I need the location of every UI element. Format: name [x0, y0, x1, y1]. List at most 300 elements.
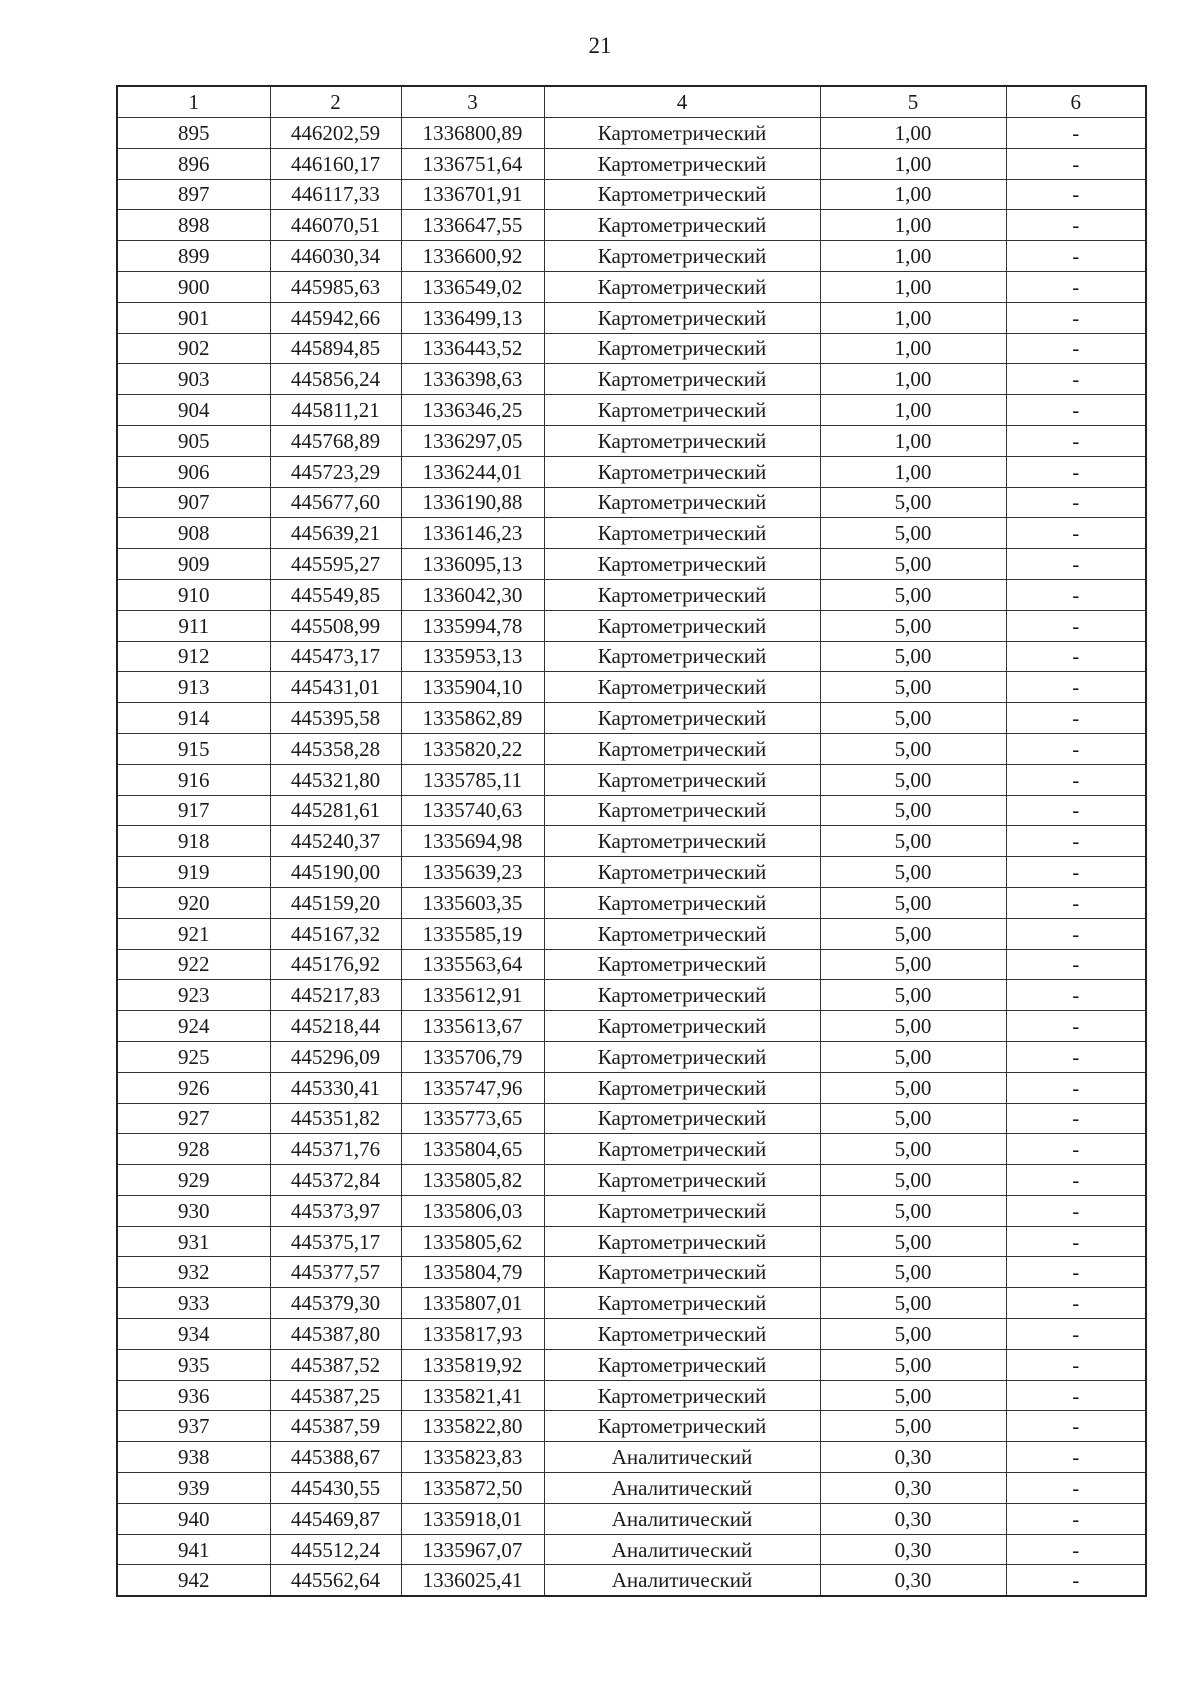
- point-number-cell: 938: [117, 1442, 270, 1473]
- accuracy-cell: 5,00: [820, 918, 1006, 949]
- table-row: [117, 395, 1146, 426]
- description-cell: -: [1006, 610, 1146, 641]
- x-coordinate-cell: 445387,25: [270, 1380, 401, 1411]
- y-coordinate-cell: 1336600,92: [401, 241, 544, 272]
- table-row: [117, 302, 1146, 333]
- table-row: [117, 1565, 1146, 1596]
- column-header: 2: [270, 86, 401, 118]
- method-cell: Картометрический: [544, 549, 820, 580]
- accuracy-cell: 0,30: [820, 1565, 1006, 1596]
- y-coordinate-cell: 1335807,01: [401, 1288, 544, 1319]
- method-cell: Картометрический: [544, 1072, 820, 1103]
- accuracy-cell: 1,00: [820, 118, 1006, 149]
- method-cell: Картометрический: [544, 148, 820, 179]
- method-cell: Картометрический: [544, 1103, 820, 1134]
- y-coordinate-cell: 1335953,13: [401, 641, 544, 672]
- description-cell: -: [1006, 148, 1146, 179]
- description-cell: -: [1006, 1442, 1146, 1473]
- y-coordinate-cell: 1335612,91: [401, 980, 544, 1011]
- point-number-cell: 923: [117, 980, 270, 1011]
- method-cell: Картометрический: [544, 1134, 820, 1165]
- table-row: [117, 980, 1146, 1011]
- table-row: [117, 1257, 1146, 1288]
- accuracy-cell: 0,30: [820, 1442, 1006, 1473]
- point-number-cell: 932: [117, 1257, 270, 1288]
- y-coordinate-cell: 1336297,05: [401, 425, 544, 456]
- point-number-cell: 915: [117, 733, 270, 764]
- accuracy-cell: 5,00: [820, 518, 1006, 549]
- x-coordinate-cell: 445430,55: [270, 1473, 401, 1504]
- table-row: [117, 241, 1146, 272]
- method-cell: Картометрический: [544, 641, 820, 672]
- method-cell: Картометрический: [544, 826, 820, 857]
- method-cell: Картометрический: [544, 1380, 820, 1411]
- y-coordinate-cell: 1336190,88: [401, 487, 544, 518]
- point-number-cell: 913: [117, 672, 270, 703]
- y-coordinate-cell: 1336800,89: [401, 118, 544, 149]
- table-row: [117, 672, 1146, 703]
- x-coordinate-cell: 445512,24: [270, 1534, 401, 1565]
- table-row: [117, 210, 1146, 241]
- description-cell: -: [1006, 487, 1146, 518]
- point-number-cell: 922: [117, 949, 270, 980]
- method-cell: Картометрический: [544, 302, 820, 333]
- x-coordinate-cell: 445431,01: [270, 672, 401, 703]
- y-coordinate-cell: 1336244,01: [401, 456, 544, 487]
- y-coordinate-cell: 1335994,78: [401, 610, 544, 641]
- y-coordinate-cell: 1336042,30: [401, 579, 544, 610]
- accuracy-cell: 1,00: [820, 425, 1006, 456]
- table-row: [117, 118, 1146, 149]
- table-row: [117, 1165, 1146, 1196]
- table-row: [117, 1380, 1146, 1411]
- table-header-row: [117, 86, 1146, 118]
- description-cell: -: [1006, 1103, 1146, 1134]
- x-coordinate-cell: 445358,28: [270, 733, 401, 764]
- point-number-cell: 920: [117, 887, 270, 918]
- description-cell: -: [1006, 1534, 1146, 1565]
- y-coordinate-cell: 1335706,79: [401, 1041, 544, 1072]
- point-number-cell: 940: [117, 1503, 270, 1534]
- x-coordinate-cell: 445372,84: [270, 1165, 401, 1196]
- description-cell: -: [1006, 1041, 1146, 1072]
- coordinates-table: [116, 85, 1147, 1597]
- table-body: [117, 118, 1146, 1597]
- y-coordinate-cell: 1336095,13: [401, 549, 544, 580]
- table-row: [117, 1103, 1146, 1134]
- method-cell: Картометрический: [544, 1011, 820, 1042]
- point-number-cell: 942: [117, 1565, 270, 1596]
- x-coordinate-cell: 446160,17: [270, 148, 401, 179]
- description-cell: -: [1006, 210, 1146, 241]
- y-coordinate-cell: 1335821,41: [401, 1380, 544, 1411]
- point-number-cell: 905: [117, 425, 270, 456]
- method-cell: Картометрический: [544, 764, 820, 795]
- point-number-cell: 898: [117, 210, 270, 241]
- table-row: [117, 887, 1146, 918]
- accuracy-cell: 5,00: [820, 1103, 1006, 1134]
- x-coordinate-cell: 445469,87: [270, 1503, 401, 1534]
- x-coordinate-cell: 445677,60: [270, 487, 401, 518]
- point-number-cell: 941: [117, 1534, 270, 1565]
- y-coordinate-cell: 1335817,93: [401, 1319, 544, 1350]
- y-coordinate-cell: 1336751,64: [401, 148, 544, 179]
- method-cell: Картометрический: [544, 1257, 820, 1288]
- method-cell: Картометрический: [544, 672, 820, 703]
- method-cell: Картометрический: [544, 733, 820, 764]
- x-coordinate-cell: 445379,30: [270, 1288, 401, 1319]
- point-number-cell: 901: [117, 302, 270, 333]
- table-row: [117, 549, 1146, 580]
- x-coordinate-cell: 445296,09: [270, 1041, 401, 1072]
- method-cell: Картометрический: [544, 1411, 820, 1442]
- x-coordinate-cell: 445321,80: [270, 764, 401, 795]
- method-cell: Картометрический: [544, 703, 820, 734]
- x-coordinate-cell: 445508,99: [270, 610, 401, 641]
- method-cell: Картометрический: [544, 887, 820, 918]
- description-cell: -: [1006, 641, 1146, 672]
- x-coordinate-cell: 446117,33: [270, 179, 401, 210]
- table-row: [117, 1041, 1146, 1072]
- x-coordinate-cell: 445723,29: [270, 456, 401, 487]
- accuracy-cell: 5,00: [820, 703, 1006, 734]
- description-cell: -: [1006, 857, 1146, 888]
- accuracy-cell: 5,00: [820, 579, 1006, 610]
- method-cell: Картометрический: [544, 241, 820, 272]
- method-cell: Картометрический: [544, 395, 820, 426]
- point-number-cell: 909: [117, 549, 270, 580]
- table-row: [117, 1288, 1146, 1319]
- accuracy-cell: 1,00: [820, 148, 1006, 179]
- accuracy-cell: 5,00: [820, 549, 1006, 580]
- accuracy-cell: 5,00: [820, 1257, 1006, 1288]
- point-number-cell: 934: [117, 1319, 270, 1350]
- description-cell: -: [1006, 887, 1146, 918]
- x-coordinate-cell: 446202,59: [270, 118, 401, 149]
- y-coordinate-cell: 1336146,23: [401, 518, 544, 549]
- accuracy-cell: 1,00: [820, 364, 1006, 395]
- y-coordinate-cell: 1335820,22: [401, 733, 544, 764]
- point-number-cell: 926: [117, 1072, 270, 1103]
- y-coordinate-cell: 1335805,62: [401, 1226, 544, 1257]
- x-coordinate-cell: 445473,17: [270, 641, 401, 672]
- table-row: [117, 1226, 1146, 1257]
- method-cell: Картометрический: [544, 1319, 820, 1350]
- point-number-cell: 903: [117, 364, 270, 395]
- table-row: [117, 1134, 1146, 1165]
- x-coordinate-cell: 445388,67: [270, 1442, 401, 1473]
- table-row: [117, 1072, 1146, 1103]
- method-cell: Картометрический: [544, 271, 820, 302]
- table-row: [117, 487, 1146, 518]
- point-number-cell: 939: [117, 1473, 270, 1504]
- table-row: [117, 703, 1146, 734]
- point-number-cell: 935: [117, 1349, 270, 1380]
- description-cell: -: [1006, 364, 1146, 395]
- accuracy-cell: 1,00: [820, 241, 1006, 272]
- description-cell: -: [1006, 456, 1146, 487]
- y-coordinate-cell: 1335918,01: [401, 1503, 544, 1534]
- table-row: [117, 764, 1146, 795]
- description-cell: -: [1006, 579, 1146, 610]
- column-header: 5: [820, 86, 1006, 118]
- description-cell: -: [1006, 733, 1146, 764]
- x-coordinate-cell: 445159,20: [270, 887, 401, 918]
- x-coordinate-cell: 445856,24: [270, 364, 401, 395]
- description-cell: -: [1006, 1195, 1146, 1226]
- x-coordinate-cell: 446030,34: [270, 241, 401, 272]
- point-number-cell: 917: [117, 795, 270, 826]
- point-number-cell: 924: [117, 1011, 270, 1042]
- description-cell: -: [1006, 118, 1146, 149]
- x-coordinate-cell: 445562,64: [270, 1565, 401, 1596]
- method-cell: Картометрический: [544, 1288, 820, 1319]
- method-cell: Картометрический: [544, 456, 820, 487]
- point-number-cell: 937: [117, 1411, 270, 1442]
- table-row: [117, 1195, 1146, 1226]
- description-cell: -: [1006, 703, 1146, 734]
- accuracy-cell: 0,30: [820, 1473, 1006, 1504]
- table-row: [117, 1411, 1146, 1442]
- accuracy-cell: 1,00: [820, 302, 1006, 333]
- description-cell: -: [1006, 271, 1146, 302]
- method-cell: Аналитический: [544, 1473, 820, 1504]
- y-coordinate-cell: 1336025,41: [401, 1565, 544, 1596]
- accuracy-cell: 5,00: [820, 949, 1006, 980]
- y-coordinate-cell: 1335639,23: [401, 857, 544, 888]
- table-row: [117, 579, 1146, 610]
- point-number-cell: 916: [117, 764, 270, 795]
- y-coordinate-cell: 1336499,13: [401, 302, 544, 333]
- accuracy-cell: 5,00: [820, 1226, 1006, 1257]
- description-cell: -: [1006, 795, 1146, 826]
- table-row: [117, 456, 1146, 487]
- y-coordinate-cell: 1336647,55: [401, 210, 544, 241]
- description-cell: -: [1006, 1165, 1146, 1196]
- point-number-cell: 919: [117, 857, 270, 888]
- accuracy-cell: 5,00: [820, 887, 1006, 918]
- table-row: [117, 1503, 1146, 1534]
- description-cell: -: [1006, 1257, 1146, 1288]
- accuracy-cell: 0,30: [820, 1503, 1006, 1534]
- description-cell: -: [1006, 949, 1146, 980]
- table-row: [117, 179, 1146, 210]
- accuracy-cell: 5,00: [820, 826, 1006, 857]
- accuracy-cell: 5,00: [820, 980, 1006, 1011]
- description-cell: -: [1006, 826, 1146, 857]
- y-coordinate-cell: 1335747,96: [401, 1072, 544, 1103]
- accuracy-cell: 5,00: [820, 1349, 1006, 1380]
- x-coordinate-cell: 445217,83: [270, 980, 401, 1011]
- table-row: [117, 148, 1146, 179]
- y-coordinate-cell: 1335862,89: [401, 703, 544, 734]
- table-row: [117, 1349, 1146, 1380]
- x-coordinate-cell: 446070,51: [270, 210, 401, 241]
- y-coordinate-cell: 1335805,82: [401, 1165, 544, 1196]
- table-row: [117, 518, 1146, 549]
- description-cell: -: [1006, 1473, 1146, 1504]
- description-cell: -: [1006, 1565, 1146, 1596]
- point-number-cell: 929: [117, 1165, 270, 1196]
- x-coordinate-cell: 445240,37: [270, 826, 401, 857]
- table-row: [117, 826, 1146, 857]
- accuracy-cell: 1,00: [820, 333, 1006, 364]
- method-cell: Картометрический: [544, 333, 820, 364]
- method-cell: Картометрический: [544, 518, 820, 549]
- accuracy-cell: 5,00: [820, 610, 1006, 641]
- description-cell: -: [1006, 1134, 1146, 1165]
- method-cell: Картометрический: [544, 579, 820, 610]
- column-header: 3: [401, 86, 544, 118]
- accuracy-cell: 5,00: [820, 1195, 1006, 1226]
- point-number-cell: 933: [117, 1288, 270, 1319]
- point-number-cell: 906: [117, 456, 270, 487]
- x-coordinate-cell: 445894,85: [270, 333, 401, 364]
- point-number-cell: 927: [117, 1103, 270, 1134]
- description-cell: -: [1006, 395, 1146, 426]
- accuracy-cell: 5,00: [820, 1411, 1006, 1442]
- accuracy-cell: 5,00: [820, 733, 1006, 764]
- description-cell: -: [1006, 1503, 1146, 1534]
- accuracy-cell: 5,00: [820, 795, 1006, 826]
- method-cell: Картометрический: [544, 210, 820, 241]
- column-header: 1: [117, 86, 270, 118]
- point-number-cell: 931: [117, 1226, 270, 1257]
- accuracy-cell: 5,00: [820, 1041, 1006, 1072]
- point-number-cell: 910: [117, 579, 270, 610]
- method-cell: Картометрический: [544, 1349, 820, 1380]
- x-coordinate-cell: 445942,66: [270, 302, 401, 333]
- y-coordinate-cell: 1335806,03: [401, 1195, 544, 1226]
- point-number-cell: 900: [117, 271, 270, 302]
- accuracy-cell: 5,00: [820, 1072, 1006, 1103]
- description-cell: -: [1006, 1349, 1146, 1380]
- x-coordinate-cell: 445351,82: [270, 1103, 401, 1134]
- y-coordinate-cell: 1336443,52: [401, 333, 544, 364]
- table-row: [117, 733, 1146, 764]
- accuracy-cell: 5,00: [820, 1380, 1006, 1411]
- table-row: [117, 1534, 1146, 1565]
- x-coordinate-cell: 445387,52: [270, 1349, 401, 1380]
- method-cell: Картометрический: [544, 795, 820, 826]
- x-coordinate-cell: 445811,21: [270, 395, 401, 426]
- method-cell: Аналитический: [544, 1565, 820, 1596]
- y-coordinate-cell: 1335613,67: [401, 1011, 544, 1042]
- point-number-cell: 914: [117, 703, 270, 734]
- x-coordinate-cell: 445373,97: [270, 1195, 401, 1226]
- accuracy-cell: 5,00: [820, 487, 1006, 518]
- method-cell: Аналитический: [544, 1503, 820, 1534]
- y-coordinate-cell: 1335603,35: [401, 887, 544, 918]
- x-coordinate-cell: 445167,32: [270, 918, 401, 949]
- accuracy-cell: 5,00: [820, 1165, 1006, 1196]
- y-coordinate-cell: 1335819,92: [401, 1349, 544, 1380]
- accuracy-cell: 5,00: [820, 1319, 1006, 1350]
- x-coordinate-cell: 445395,58: [270, 703, 401, 734]
- y-coordinate-cell: 1335585,19: [401, 918, 544, 949]
- y-coordinate-cell: 1335872,50: [401, 1473, 544, 1504]
- accuracy-cell: 5,00: [820, 764, 1006, 795]
- point-number-cell: 936: [117, 1380, 270, 1411]
- method-cell: Картометрический: [544, 1195, 820, 1226]
- point-number-cell: 930: [117, 1195, 270, 1226]
- page-number: 21: [588, 33, 612, 58]
- x-coordinate-cell: 445377,57: [270, 1257, 401, 1288]
- table-row: [117, 1442, 1146, 1473]
- description-cell: -: [1006, 549, 1146, 580]
- table-row: [117, 1011, 1146, 1042]
- table-row: [117, 918, 1146, 949]
- y-coordinate-cell: 1335967,07: [401, 1534, 544, 1565]
- y-coordinate-cell: 1336346,25: [401, 395, 544, 426]
- table-row: [117, 364, 1146, 395]
- point-number-cell: 904: [117, 395, 270, 426]
- description-cell: -: [1006, 333, 1146, 364]
- x-coordinate-cell: 445639,21: [270, 518, 401, 549]
- y-coordinate-cell: 1335804,65: [401, 1134, 544, 1165]
- y-coordinate-cell: 1335822,80: [401, 1411, 544, 1442]
- accuracy-cell: 1,00: [820, 456, 1006, 487]
- y-coordinate-cell: 1335773,65: [401, 1103, 544, 1134]
- accuracy-cell: 1,00: [820, 395, 1006, 426]
- table-row: [117, 333, 1146, 364]
- x-coordinate-cell: 445281,61: [270, 795, 401, 826]
- point-number-cell: 925: [117, 1041, 270, 1072]
- table-row: [117, 641, 1146, 672]
- x-coordinate-cell: 445595,27: [270, 549, 401, 580]
- method-cell: Аналитический: [544, 1534, 820, 1565]
- accuracy-cell: 5,00: [820, 1134, 1006, 1165]
- x-coordinate-cell: 445387,80: [270, 1319, 401, 1350]
- x-coordinate-cell: 445549,85: [270, 579, 401, 610]
- x-coordinate-cell: 445176,92: [270, 949, 401, 980]
- point-number-cell: 899: [117, 241, 270, 272]
- point-number-cell: 928: [117, 1134, 270, 1165]
- y-coordinate-cell: 1335694,98: [401, 826, 544, 857]
- y-coordinate-cell: 1335904,10: [401, 672, 544, 703]
- accuracy-cell: 0,30: [820, 1534, 1006, 1565]
- method-cell: Картометрический: [544, 1041, 820, 1072]
- y-coordinate-cell: 1336398,63: [401, 364, 544, 395]
- description-cell: -: [1006, 980, 1146, 1011]
- accuracy-cell: 5,00: [820, 672, 1006, 703]
- accuracy-cell: 1,00: [820, 179, 1006, 210]
- method-cell: Картометрический: [544, 364, 820, 395]
- method-cell: Картометрический: [544, 980, 820, 1011]
- method-cell: Картометрический: [544, 487, 820, 518]
- point-number-cell: 918: [117, 826, 270, 857]
- accuracy-cell: 5,00: [820, 641, 1006, 672]
- description-cell: -: [1006, 179, 1146, 210]
- method-cell: Картометрический: [544, 918, 820, 949]
- y-coordinate-cell: 1336549,02: [401, 271, 544, 302]
- point-number-cell: 895: [117, 118, 270, 149]
- point-number-cell: 902: [117, 333, 270, 364]
- table-row: [117, 1473, 1146, 1504]
- description-cell: -: [1006, 1226, 1146, 1257]
- method-cell: Картометрический: [544, 610, 820, 641]
- method-cell: Аналитический: [544, 1442, 820, 1473]
- description-cell: -: [1006, 1380, 1146, 1411]
- accuracy-cell: 1,00: [820, 271, 1006, 302]
- description-cell: -: [1006, 518, 1146, 549]
- point-number-cell: 897: [117, 179, 270, 210]
- description-cell: -: [1006, 425, 1146, 456]
- description-cell: -: [1006, 302, 1146, 333]
- method-cell: Картометрический: [544, 949, 820, 980]
- method-cell: Картометрический: [544, 118, 820, 149]
- x-coordinate-cell: 445218,44: [270, 1011, 401, 1042]
